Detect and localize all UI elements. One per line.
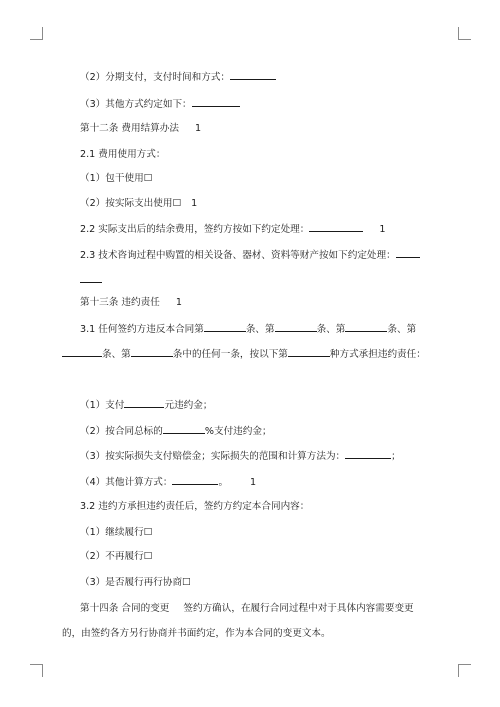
option-lump-sum[interactable]: （1）包干使用☐ xyxy=(80,173,153,184)
blank-method-number[interactable] xyxy=(288,347,330,357)
clause-installment-payment: （2）分期支付，支付时间和方式： xyxy=(80,70,276,85)
blank-damages-amount[interactable] xyxy=(124,398,164,408)
blank-percentage[interactable] xyxy=(163,424,205,434)
blank-article-a[interactable] xyxy=(204,322,246,332)
blank-installment-terms[interactable] xyxy=(230,70,276,80)
clause-2-2: 2.2 实际支出后的结余费用，签约方按如下约定处理： 1 xyxy=(80,224,386,235)
option-negotiate[interactable]: （3）是否履行再行协商☐ xyxy=(80,577,191,588)
option-actual-expense[interactable]: （2）按实际支出使用☐ 1 xyxy=(80,198,198,209)
blank-property-handling-cont[interactable] xyxy=(80,273,102,283)
clause-2-3-continued xyxy=(80,273,102,288)
clause-3-1-continued: 条、第 条中的任何一条，按以下第 种方式承担违约责任： xyxy=(62,347,426,362)
blank-loss-calculation[interactable] xyxy=(345,449,391,459)
article-14: 第十四条 合同的变更 签约方确认，在履行合同过程中对于具体内容需要变更 xyxy=(80,603,414,614)
blank-property-handling[interactable] xyxy=(396,248,420,258)
clause-3-1: 3.1 任何签约方违反本合同第 条、第 条、第 条、第 xyxy=(80,324,417,335)
option-other-calculation: （4）其他计算方式： 。 1 xyxy=(80,477,257,488)
clause-other-payment: （3）其他方式约定如下： xyxy=(80,97,240,112)
blank-surplus-handling[interactable] xyxy=(309,222,363,232)
option-actual-loss: （3）按实际损失支付赔偿金；实际损失的范围和计算方法为： ； xyxy=(80,451,401,462)
clause-3-2: 3.2 违约方承担违约责任后，签约方约定本合同内容： xyxy=(80,501,310,512)
blank-other-payment[interactable] xyxy=(192,97,240,107)
blank-article-c[interactable] xyxy=(345,322,387,332)
option-liquidated-damages: （1）支付 元违约金； xyxy=(80,400,213,411)
option-percentage-damages: （2）按合同总标的 %支付违约金； xyxy=(80,426,272,437)
article-14-continued: 的，由签约各方另行协商并书面约定，作为本合同的变更文本。 xyxy=(62,628,331,639)
clause-2-1: 2.1 费用使用方式： xyxy=(80,149,166,160)
blank-article-d[interactable] xyxy=(62,347,102,357)
article-13-heading: 第十三条 违约责任 1 xyxy=(80,297,182,308)
clause-2-3: 2.3 技术咨询过程中购置的相关设备、器材、资料等财产按如下约定处理： xyxy=(80,248,420,263)
option-no-performance[interactable]: （2）不再履行☐ xyxy=(80,551,153,562)
article-12-heading: 第十二条 费用结算办法 1 xyxy=(80,123,202,134)
blank-article-b[interactable] xyxy=(275,322,317,332)
option-continue-performance[interactable]: （1）继续履行☐ xyxy=(80,527,153,538)
blank-article-e[interactable] xyxy=(131,347,173,357)
blank-other-calculation[interactable] xyxy=(172,475,218,485)
